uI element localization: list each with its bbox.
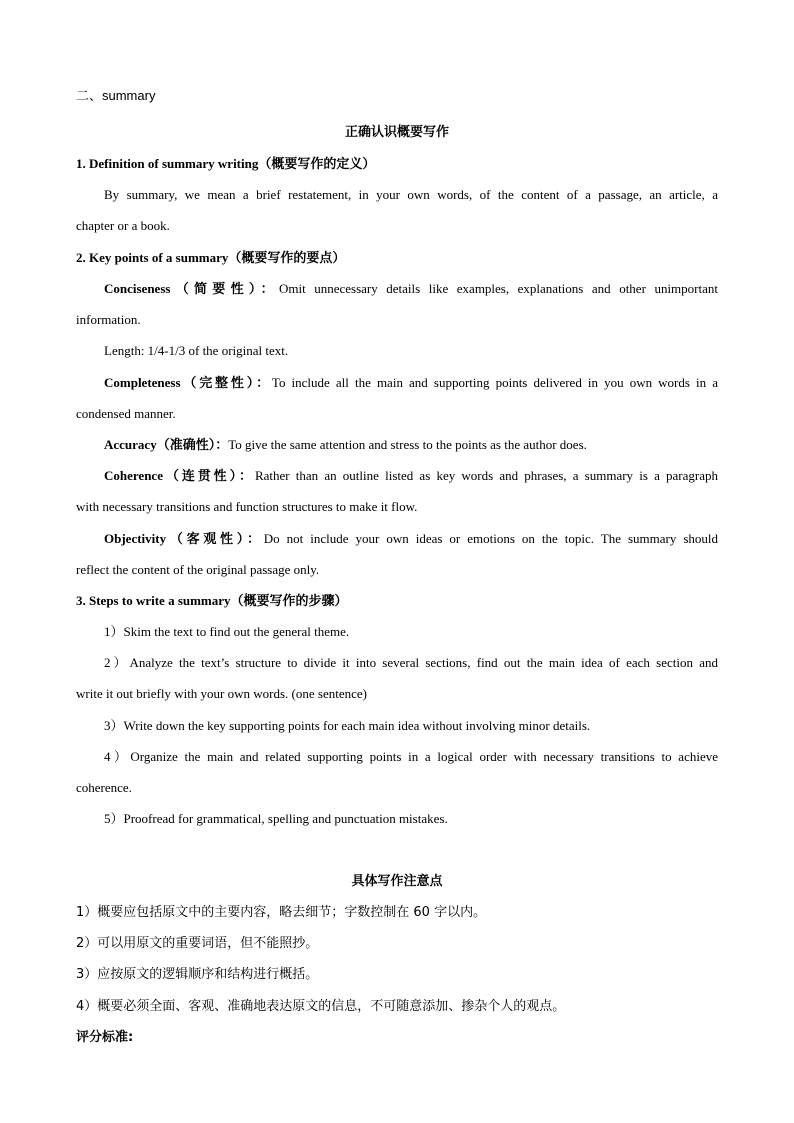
note-item-3: 3）应按原文的逻辑顺序和结构进行概括。: [76, 967, 319, 982]
completeness-term: Completeness（完整性）：: [104, 375, 272, 390]
step-2-line-1: 2）Analyze the text’s structure to divide it into several sections, find out the main idea of each section and: [104, 655, 718, 670]
part1-title: 正确认识概要写作: [344, 125, 449, 140]
step-1: 1）Skim the text to find out the general theme.: [104, 624, 350, 639]
step-2-line-2: write it out briefly with your own words. (one sentence): [76, 686, 367, 701]
conciseness-line-2: information.: [76, 312, 141, 327]
note-item-1: 1）概要应包括原文中的主要内容，略去细节；字数控制在 60 字以内。: [76, 905, 487, 920]
accuracy-term: Accuracy（准确性）：: [104, 437, 229, 452]
conciseness-text: Omit unnecessary details like examples, explanations and other unimportant: [278, 281, 718, 296]
steps-heading: 3. Steps to write a summary（概要写作的步骤）: [76, 593, 348, 608]
coherence-term: Coherence（连贯性）：: [104, 468, 255, 483]
conciseness-term: Conciseness（简要性）：: [104, 281, 279, 296]
objectivity-term: Objectivity（客观性）：: [104, 531, 264, 546]
coherence-text: Rather than an outline listed as key words and phrases, a summary is a paragraph: [254, 468, 718, 483]
step-5: 5）Proofread for grammatical, spelling and punctuation mistakes.: [104, 811, 448, 826]
objectivity-text: Do not include your own ideas or emotions on the topic. The summary should: [263, 531, 718, 546]
coherence-line-1: [76, 468, 718, 484]
part2-title: 具体写作注意点: [351, 874, 443, 889]
key-points-heading: 2. Key points of a summary（概要写作的要点）: [76, 250, 346, 265]
step-4-line-1: 4）Organize the main and related supporting points in a logical order with necessary transitions to achieve: [104, 749, 718, 764]
objectivity-line-1: [76, 531, 718, 547]
length-note: Length: 1/4-1/3 of the original text.: [104, 343, 289, 358]
completeness-line-2: condensed manner.: [76, 406, 176, 421]
step-4-line-2: coherence.: [76, 780, 132, 795]
definition-line-1: By summary, we mean a brief restatement, in your own words, of the content of a passage, an article, a: [104, 187, 718, 202]
conciseness-line-1: [76, 281, 718, 297]
accuracy-text: To give the same attention and stress to the points as the author does.: [228, 437, 587, 452]
coherence-line-2: with necessary transitions and function structures to make it flow.: [76, 499, 418, 514]
definition-line-2: chapter or a book.: [76, 218, 170, 233]
scoring-label: 评分标准:: [76, 1030, 134, 1045]
note-item-2: 2）可以用原文的重要词语，但不能照抄。: [76, 936, 319, 951]
section-heading: 二、summary: [76, 88, 156, 103]
definition-heading: 1. Definition of summary writing（概要写作的定义）: [76, 156, 376, 171]
completeness-text: To include all the main and supporting points delivered in you own words in a: [271, 375, 719, 390]
objectivity-line-2: reflect the content of the original passage only.: [76, 562, 320, 577]
step-3: 3）Write down the key supporting points for each main idea without involving minor details.: [104, 718, 591, 733]
accuracy-line: [76, 437, 718, 453]
completeness-line-1: [76, 375, 718, 391]
note-item-4: 4）概要必须全面、客观、准确地表达原文的信息，不可随意添加、掺杂个人的观点。: [76, 999, 566, 1014]
